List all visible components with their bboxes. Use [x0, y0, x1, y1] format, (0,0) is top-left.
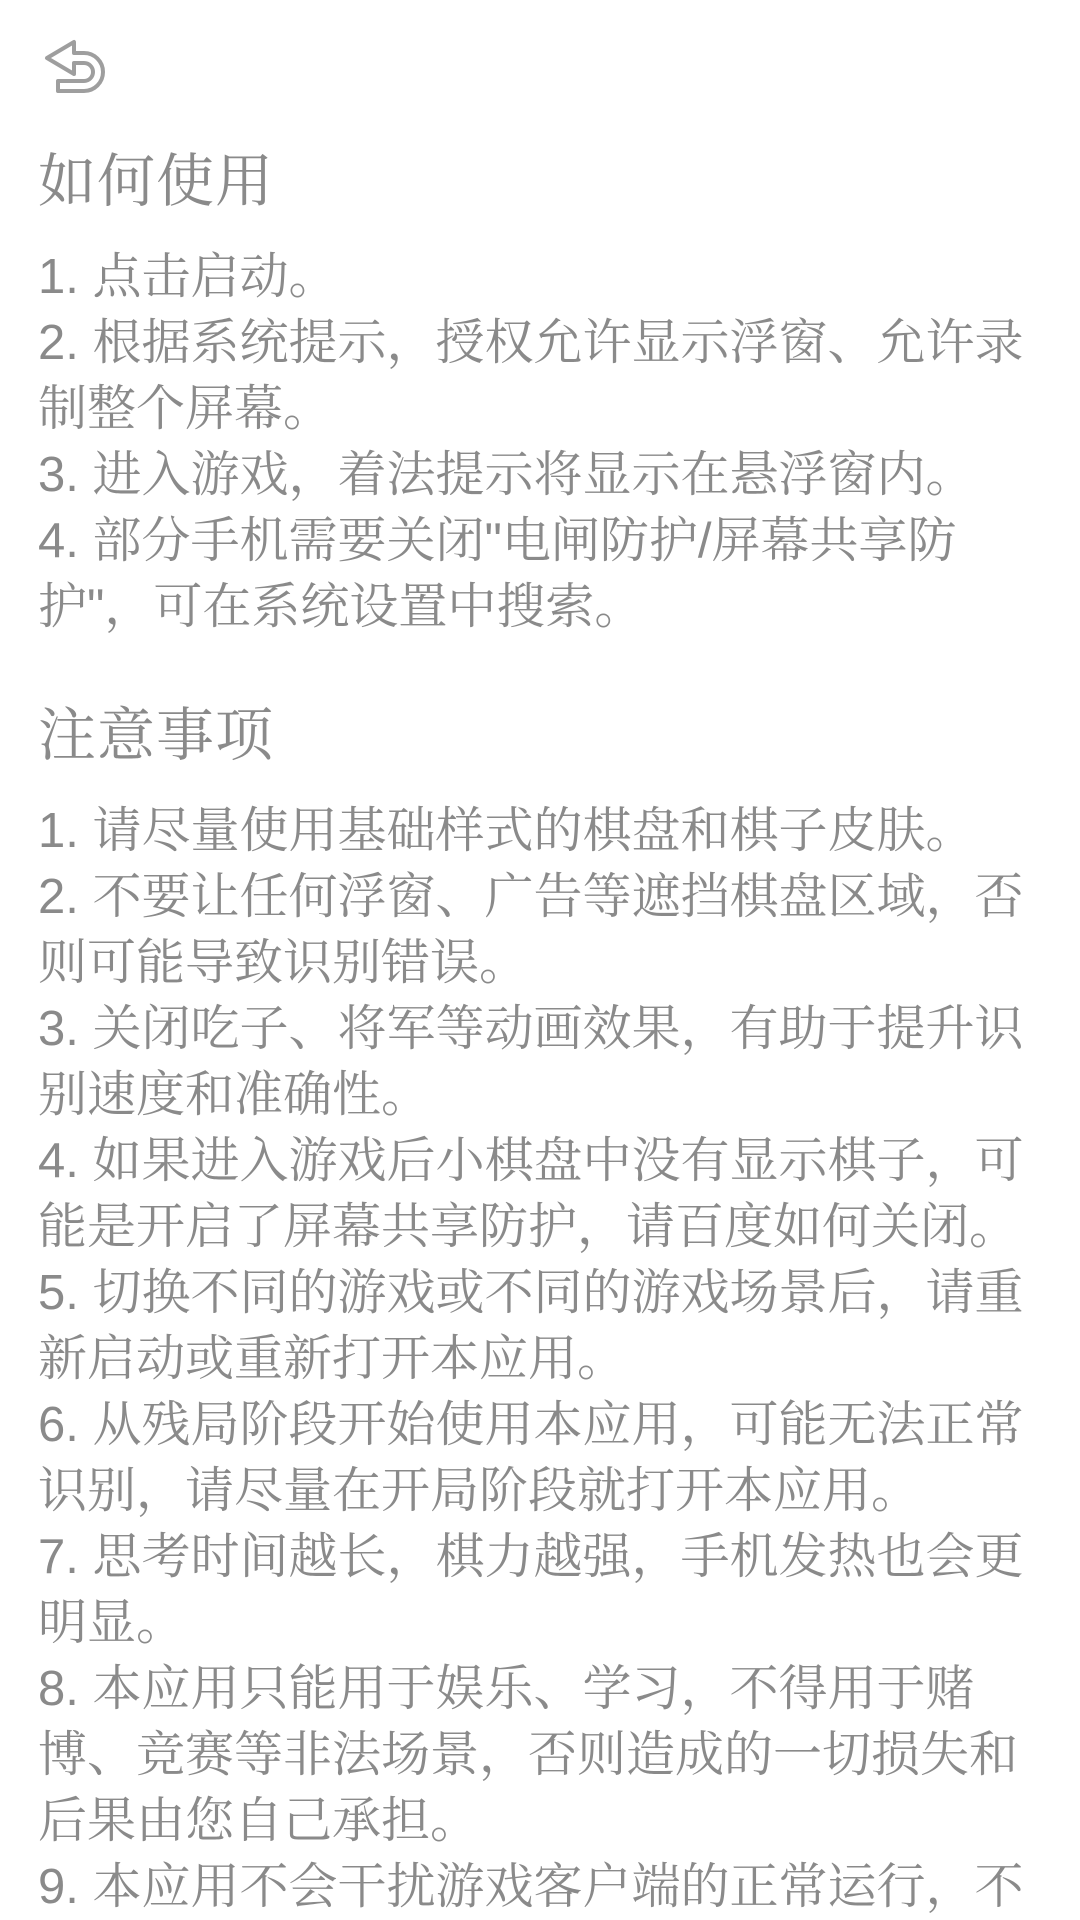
how-to-use-item-1: 1. 点击启动。 — [38, 250, 338, 304]
how-to-use-item-4: 4. 部分手机需要关闭"电闸防护/屏幕共享防护"，可在系统设置中搜索。 — [38, 514, 957, 634]
notes-item-8: 8. 本应用只能用于娱乐、学习，不得用于赌博、竞赛等非法场景，否则造成的一切损失和后果由您自己承担。 — [38, 1662, 1019, 1848]
notes-item-6: 6. 从残局阶段开始使用本应用，可能无法正常识别，请尽量在开局阶段就打开本应用。 — [38, 1398, 1024, 1518]
notes-item-7: 7. 思考时间越长，棋力越强，手机发热也会更明显。 — [38, 1530, 1024, 1650]
notes-item-5: 5. 切换不同的游戏或不同的游戏场景后，请重新启动或重新打开本应用。 — [38, 1266, 1024, 1386]
how-to-use-list — [38, 244, 1042, 640]
notes-item-1: 1. 请尽量使用基础样式的棋盘和棋子皮肤。 — [38, 804, 975, 858]
notes-list — [38, 798, 1042, 1920]
how-to-use-item-2: 2. 根据系统提示，授权允许显示浮窗、允许录制整个屏幕。 — [38, 316, 1024, 436]
how-to-use-item-3: 3. 进入游戏，着法提示将显示在悬浮窗内。 — [38, 448, 975, 502]
undo-back-arrow-icon — [40, 36, 116, 102]
section-title-how-to-use: 如何使用 — [38, 149, 275, 214]
notes-item-9: 9. 本应用不会干扰游戏客户端的正常运行，不 — [38, 1860, 1024, 1914]
notes-item-2: 2. 不要让任何浮窗、广告等遮挡棋盘区域，否则可能导致识别错误。 — [38, 870, 1024, 990]
section-title-notes: 注意事项 — [38, 703, 275, 768]
back-button[interactable] — [40, 36, 116, 102]
notes-item-4: 4. 如果进入游戏后小棋盘中没有显示棋子，可能是开启了屏幕共享防护，请百度如何关闭。 — [38, 1134, 1024, 1254]
notes-item-3: 3. 关闭吃子、将军等动画效果，有助于提升识别速度和准确性。 — [38, 1002, 1024, 1122]
